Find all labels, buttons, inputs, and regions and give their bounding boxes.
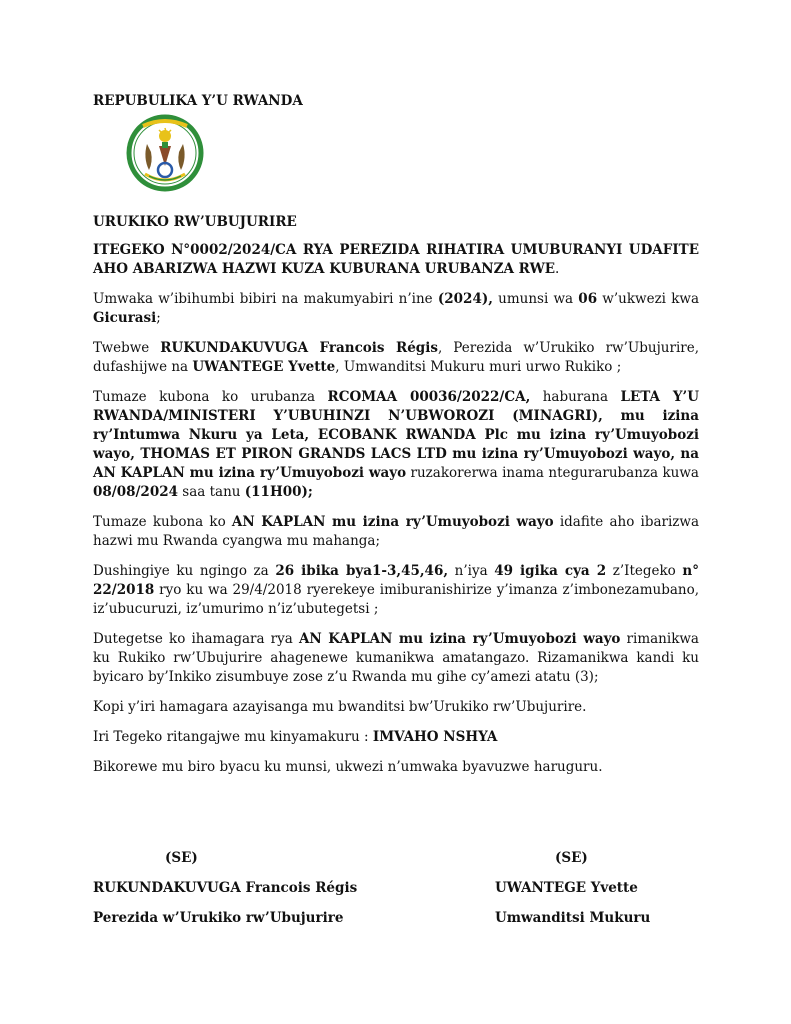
paragraph-copy: Kopi y’iri hamagara azayisanga mu bwanditsi bw’Urukiko rw’Ubujurire. xyxy=(93,699,587,715)
paragraph-order: Dutegetse ko ihamagara rya AN KAPLAN mu izina ry’Umuyobozi wayo rimanikwa ku Rukiko rw’Ubujurire ahagenewe kumanikwa amatangazo. Rizamanikwa kandi ku byicaro by’Inkiko zisumbuye zose z’u Rwanda mu gihe cy’amezi atatu (3); xyxy=(93,631,699,685)
signature-mark: (SE) xyxy=(555,850,588,866)
signature-president xyxy=(93,850,357,926)
paragraph-date: Umwaka w’ibihumbi bibiri na makumyabiri n’ine (2024), umunsi wa 06 w’ukwezi kwa Gicurasi; xyxy=(93,291,699,326)
court-heading: URUKIKO RW’UBUJURIRE xyxy=(93,214,297,230)
signatory-name: RUKUNDAKUVUGA Francois Régis xyxy=(93,880,358,896)
paragraph-publication: Iri Tegeko ritangajwe mu kinyamakuru : IMVAHO NSHYA xyxy=(93,729,498,745)
rwanda-coat-of-arms-icon xyxy=(125,112,205,194)
paragraph-finding: Tumaze kubona ko AN KAPLAN mu izina ry’Umuyobozi wayo idafite aho ibarizwa hazwi mu Rwanda cyangwa mu mahanga; xyxy=(93,514,699,549)
signatory-role: Umwanditsi Mukuru xyxy=(495,910,651,926)
document-title: ITEGEKO N°0002/2024/CA RYA PEREZIDA RIHATIRA UMUBURANYI UDAFITE AHO ABARIZWA HAZWI KUZA KUBURANA URUBANZA RWE. xyxy=(93,242,699,277)
signature-registrar xyxy=(495,850,650,926)
signatory-name: UWANTEGE Yvette xyxy=(495,880,638,896)
paragraph-legal-basis: Dushingiye ku ngingo za 26 ibika bya1-3,45,46, n’iya 49 igika cya 2 z’Itegeko n° 22/2018 ryo ku wa 29/4/2018 ryerekeye imiburanishirize y’imanza z’imbonezamubano, iz’ubucuruzi, iz’umurimo n’iz’ubutegetsi ; xyxy=(93,563,699,617)
signature-mark: (SE) xyxy=(165,850,198,866)
document-body xyxy=(93,241,699,788)
republic-heading: REPUBULIKA Y’U RWANDA xyxy=(93,93,303,109)
paragraph-closing: Bikorewe mu biro byacu ku munsi, ukwezi n’umwaka byavuzwe haruguru. xyxy=(93,759,603,775)
paragraph-case: Tumaze kubona ko urubanza RCOMAA 00036/2022/CA, haburana LETA Y’U RWANDA/MINISTERI Y’UBUHINZI N’UBWOROZI (MINAGRI), mu izina ry’Intumwa Nkuru ya Leta, ECOBANK RWANDA Plc mu izina ry’Umuyobozi wayo, THOMAS ET PIRON GRANDS LACS LTD mu izina ry’Umuyobozi wayo, na AN KAPLAN mu izina ry’Umuyobozi wayo ruzakorerwa inama ntegurarubanza kuwa 08/08/2024 saa tanu (11H00); xyxy=(93,389,699,500)
signatory-role: Perezida w’Urukiko rw’Ubujurire xyxy=(93,910,344,926)
paragraph-parties: Twebwe RUKUNDAKUVUGA Francois Régis, Perezida w’Urukiko rw’Ubujurire, dufashijwe na UWANTEGE Yvette, Umwanditsi Mukuru muri urwo Rukiko ; xyxy=(93,340,699,375)
